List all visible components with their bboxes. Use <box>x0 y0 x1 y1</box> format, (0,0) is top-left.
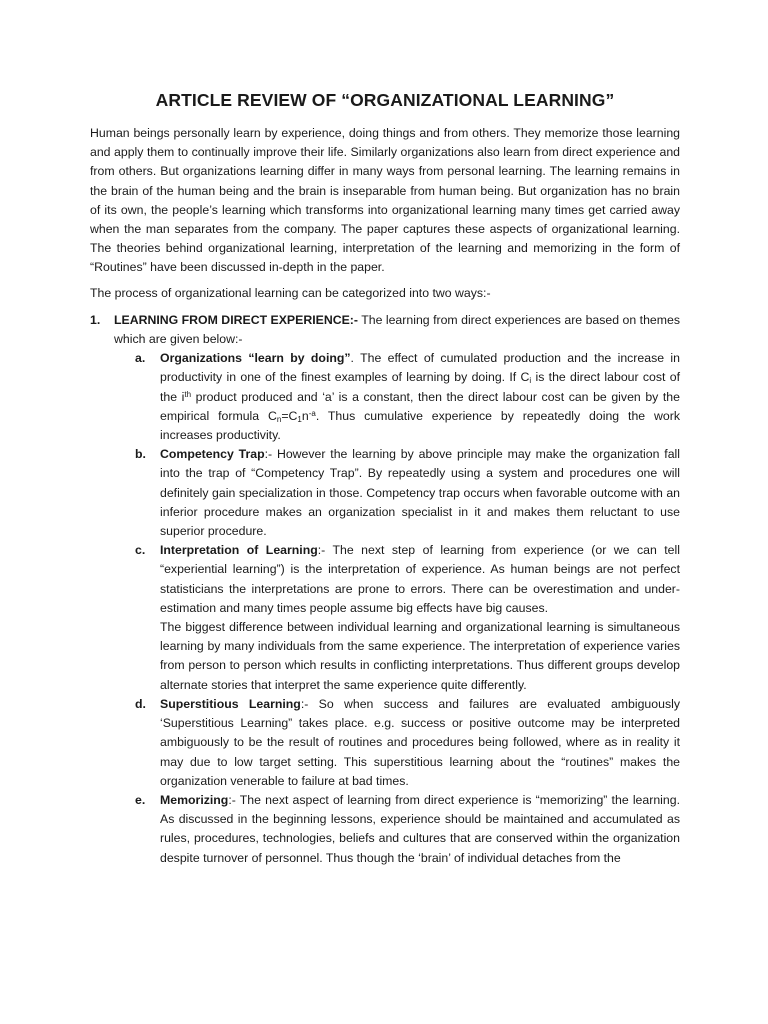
subsection-text: :- However the learning by above principle may make the organization fall into the trap of “Competency Trap”. By repeatedly using a system and procedures one will definitely gain specialization in those. Competency trap occurs when favorable outcome with an inferior procedure makes an organization specialist in it and makes them reluctant to use superior procedure. <box>160 447 681 539</box>
subsection-heading: Memorizing <box>160 792 229 807</box>
subsection-heading: Competency Trap <box>160 447 265 462</box>
subsection-letter: b. <box>135 447 146 462</box>
subsection-letter: a. <box>135 351 146 366</box>
subsection-letter: e. <box>135 792 146 807</box>
subsection-heading: Organizations “learn by doing” <box>160 351 351 366</box>
subsection-letter: d. <box>135 696 146 711</box>
page-title: ARTICLE REVIEW OF “ORGANIZATIONAL LEARNING” <box>155 90 615 110</box>
subsection-heading: Superstitious Learning <box>160 696 301 711</box>
subsection-d <box>135 695 680 791</box>
section-number: 1. <box>90 312 101 327</box>
subsection-paragraph: The biggest difference between individual learning and organizational learning is simultaneous learning by many individuals from the same experience. The interpretation of experience varies from person to person which results in conflicting interpretations. Thus different groups develop alternate stories that interpret the same experience quite differently. <box>160 620 680 692</box>
superscript: th <box>184 389 192 399</box>
subscript: 1 <box>297 414 302 424</box>
subsection-text: :- So when success and failures are evaluated ambiguously ‘Superstitious Learning” takes place. e.g. success or positive outcome may be interpreted ambiguously to be the result of routines and procedures being followed, where as in reality it may due to low target setting. This superstitious learning about the “routines” makes the organization venerable to failure at bad times. <box>160 696 680 788</box>
subscript: n <box>276 414 282 424</box>
section-intro-text: The learning from direct experiences are based on themes which are given below:- <box>114 312 680 347</box>
subsection-c <box>135 541 680 695</box>
subsection-text: :- The next aspect of learning from direct experience is “memorizing” the learning. As discussed in the beginning lessons, experience should be maintained and accumulated as rules, procedures, technologies, beliefs and cultures that are conserved within the organization despite turnover of personnel. Thus though the ‘brain’ of individual detaches from the <box>160 792 680 865</box>
section-heading: LEARNING FROM DIRECT EXPERIENCE:- <box>114 312 358 327</box>
superscript: -a <box>308 408 316 418</box>
subsection-text: is the direct labour cost of the i <box>160 370 680 404</box>
subsection-e <box>135 791 680 868</box>
subsection-letter: c. <box>135 543 146 558</box>
subsection-text: =C <box>281 408 298 423</box>
subsection-text: :- The next step of learning from experience (or we can tell “experiential learning”) is the interpretation of experience. As human beings are not perfect statisticians the interpretations are prone to errors. There can be overestimation and under-estimation and many times people assume big effects have big causes. <box>160 543 680 615</box>
subsection-text: . Thus cumulative experience by repeatedly doing the work increases productivity. <box>160 408 680 443</box>
subsection-text: . The effect of cumulated production and the increase in productivity in one of the finest examples of learning by doing. If C <box>160 351 680 385</box>
subscript: i <box>529 376 532 386</box>
process-paragraph: The process of organizational learning can be categorized into two ways:- <box>90 285 491 300</box>
subsection-heading: Interpretation of Learning <box>160 543 318 558</box>
section-learning-from-direct-experience <box>90 311 680 868</box>
subsection-text: n <box>301 408 309 423</box>
subsection-b <box>135 445 680 541</box>
subsection-a <box>135 349 680 445</box>
intro-paragraph: Human beings personally learn by experience, doing things and from others. They memorize those learning and apply them to continually improve their life. Similarly organizations also learn from direct experience and from others. But organizations learning differ in many ways from personal learning. The learning remains in the brain of the human being and the brain is inseparable from human being. But organization has no brain of its own, the people’s learning which transforms into organizational learning many times get carried away when the man separates from the company. The paper captures these aspects of organizational learning. The theories behind organizational learning, interpretation of the learning and memorizing in the form of “Routines” have been discussed in-depth in the paper. <box>90 126 680 275</box>
subsection-text: product produced and ‘a’ is a constant, then the direct labour cost can be given by the empirical formula C <box>160 389 680 423</box>
subsection-list <box>114 349 680 867</box>
